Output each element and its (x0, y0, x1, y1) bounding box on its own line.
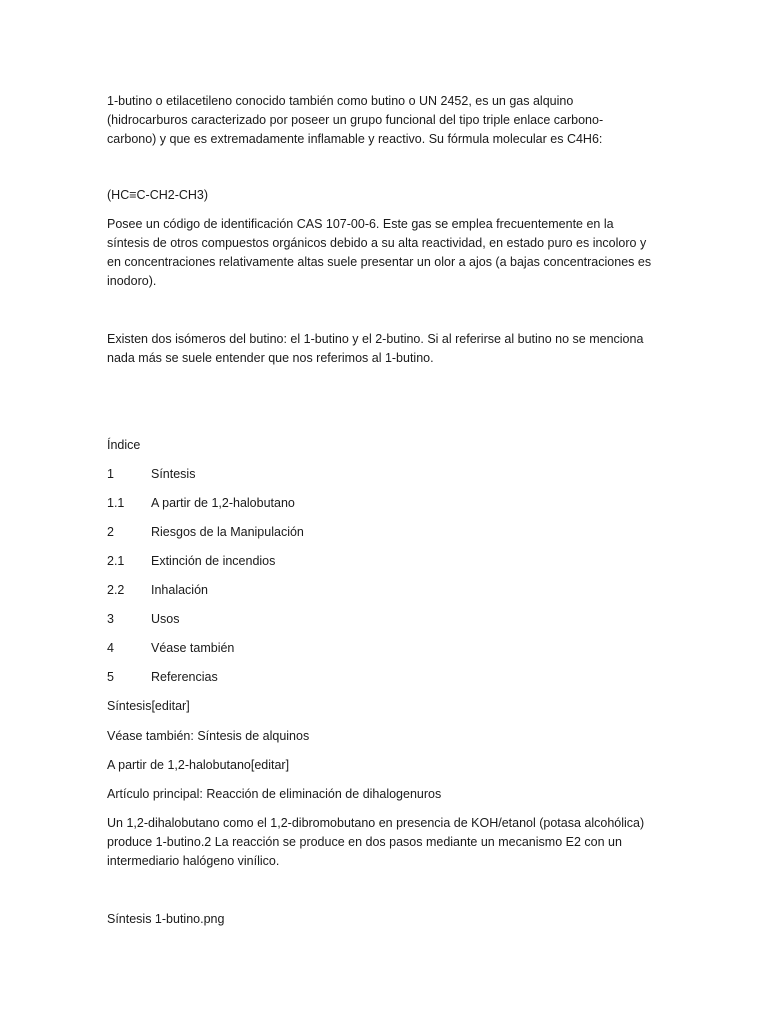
see-also-line: Véase también: Síntesis de alquinos (107, 729, 310, 743)
section-synthesis-heading: Síntesis[editar] (107, 699, 190, 713)
toc-item (107, 523, 652, 542)
toc-title: Referencias (151, 670, 218, 684)
formula-line: (HC≡C-CH2-CH3) (107, 188, 209, 202)
main-article-line: Artículo principal: Reacción de eliminación de dihalogenuros (107, 787, 442, 801)
toc-number: 1.1 (107, 496, 125, 510)
toc-title: Extinción de incendios (151, 554, 276, 568)
reaction-paragraph: Un 1,2-dihalobutano como el 1,2-dibromobutano en presencia de KOH/etanol (potasa alcohólica) produce 1-butino.2 La reacción se produce en dos pasos mediante un mecanismo E2 con un intermediario halógeno vinílico. (107, 816, 645, 868)
toc-item (107, 494, 652, 513)
toc-title: Véase también (151, 641, 235, 655)
toc-number: 4 (107, 641, 114, 655)
toc-number: 1 (107, 467, 114, 481)
toc-item (107, 668, 652, 687)
toc-number: 3 (107, 612, 114, 626)
cas-paragraph: Posee un código de identificación CAS 107-00-6. Este gas se emplea frecuentemente en la síntesis de otros compuestos orgánicos debido a su alta reactividad, en estado puro es incoloro y en concentraciones relativamente altas suele presentar un olor a ajos (a bajas concentraciones es inodoro). (107, 217, 652, 288)
toc-number: 2.2 (107, 583, 125, 597)
isomers-paragraph: Existen dos isómeros del butino: el 1-butino y el 2-butino. Si al referirse al butino no se menciona nada más se suele entender que nos referimos al 1-butino. (107, 332, 644, 365)
toc-number: 5 (107, 670, 114, 684)
intro-paragraph: 1-butino o etilacetileno conocido también como butino o UN 2452, es un gas alquino (hidrocarburos caracterizado por poseer un grupo funcional del tipo triple enlace carbono-carbono) y que es extremadamente inflamable y reactivo. Su fórmula molecular es C4H6: (107, 94, 604, 146)
toc-title: Inhalación (151, 583, 208, 597)
toc-item (107, 610, 652, 629)
toc-title: Riesgos de la Manipulación (151, 525, 304, 539)
toc-number: 2 (107, 525, 114, 539)
toc-number: 2.1 (107, 554, 125, 568)
toc-title: Síntesis (151, 467, 196, 481)
toc-title: Usos (151, 612, 180, 626)
toc-item (107, 581, 652, 600)
subsection-halobutano-heading: A partir de 1,2-halobutano[editar] (107, 758, 290, 772)
toc-item (107, 639, 652, 658)
toc-item (107, 552, 652, 571)
toc-title: A partir de 1,2-halobutano (151, 496, 295, 510)
toc-item (107, 465, 652, 484)
index-heading: Índice (107, 438, 141, 452)
image-filename-caption: Síntesis 1-butino.png (107, 912, 225, 926)
